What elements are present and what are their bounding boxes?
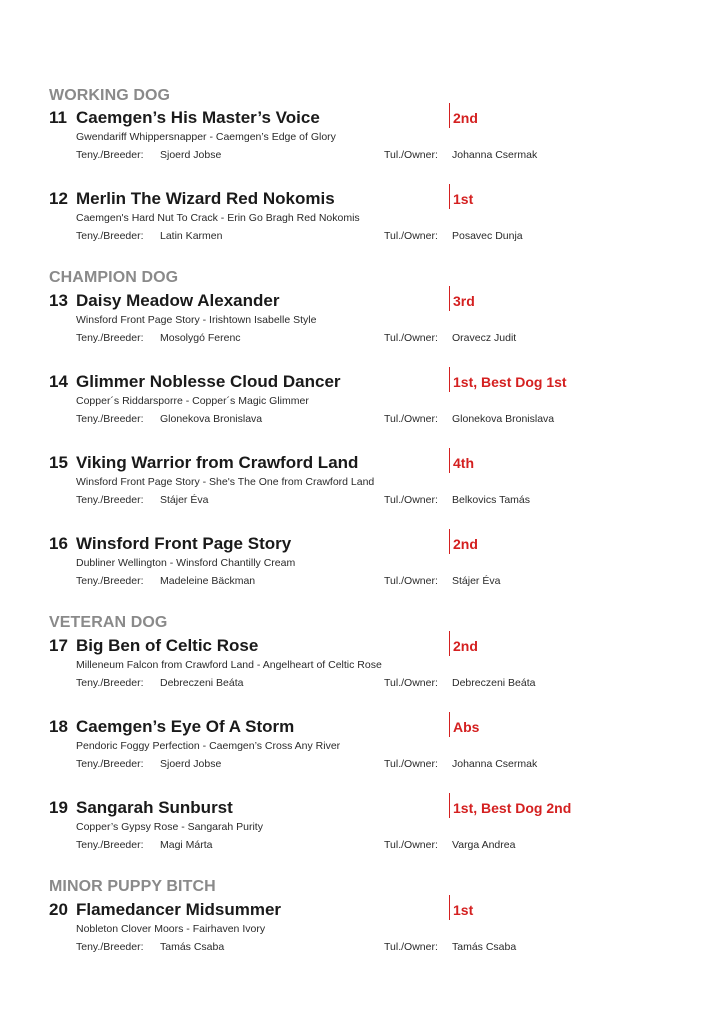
entry-15 — [0, 453, 724, 515]
owner-name: Belkovics Tamás — [452, 494, 531, 506]
dog-parents: Winsford Front Page Story - She's The One from Crawford Land — [76, 476, 375, 488]
entry-number: 20 — [49, 900, 68, 919]
result-placement: 3rd — [449, 286, 475, 311]
result-placement: Abs — [449, 712, 479, 737]
owner-label: Tul./Owner: — [384, 758, 438, 770]
dog-name: Caemgen’s His Master’s Voice — [76, 108, 320, 127]
dog-parents: Gwendariff Whippersnapper - Caemgen’s Edge of Glory — [76, 131, 336, 143]
breeder-name: Glonekova Bronislava — [160, 413, 263, 425]
entry-20 — [0, 900, 724, 962]
dog-parents: Caemgen's Hard Nut To Crack - Erin Go Bragh Red Nokomis — [76, 212, 360, 224]
breeder-name: Sjoerd Jobse — [160, 149, 222, 161]
entry-number: 16 — [49, 534, 68, 553]
entry-14 — [0, 372, 724, 434]
owner-name: Debreczeni Beáta — [452, 677, 536, 689]
dog-name: Glimmer Noblesse Cloud Dancer — [76, 372, 341, 391]
dog-name: Flamedancer Midsummer — [76, 900, 282, 919]
breeder-label: Teny./Breeder: — [76, 413, 144, 425]
owner-label: Tul./Owner: — [384, 413, 438, 425]
dog-parents: Milleneum Falcon from Crawford Land - Angelheart of Celtic Rose — [76, 659, 382, 671]
owner-name: Posavec Dunja — [452, 230, 523, 242]
dog-name: Daisy Meadow Alexander — [76, 291, 280, 310]
breeder-label: Teny./Breeder: — [76, 758, 144, 770]
owner-name: Tamás Csaba — [452, 941, 517, 953]
breeder-label: Teny./Breeder: — [76, 677, 144, 689]
breeder-label: Teny./Breeder: — [76, 839, 144, 851]
breeder-label: Teny./Breeder: — [76, 494, 144, 506]
owner-label: Tul./Owner: — [384, 677, 438, 689]
owner-label: Tul./Owner: — [384, 839, 438, 851]
dog-name: Viking Warrior from Crawford Land — [76, 453, 359, 472]
section-title-minor-puppy-bitch: MINOR PUPPY BITCH — [49, 878, 216, 895]
owner-name: Johanna Csermak — [452, 758, 538, 770]
entry-number: 13 — [49, 291, 68, 310]
breeder-name: Latin Karmen — [160, 230, 223, 242]
breeder-label: Teny./Breeder: — [76, 332, 144, 344]
result-placement: 2nd — [449, 103, 478, 128]
entry-19 — [0, 798, 724, 860]
owner-name: Varga Andrea — [452, 839, 516, 851]
dog-name: Big Ben of Celtic Rose — [76, 636, 259, 655]
entry-number: 19 — [49, 798, 68, 817]
entry-number: 18 — [49, 717, 68, 736]
breeder-name: Mosolygó Ferenc — [160, 332, 241, 344]
breeder-name: Stájer Éva — [160, 494, 209, 506]
entry-12 — [0, 189, 724, 251]
breeder-name: Debreczeni Beáta — [160, 677, 244, 689]
entry-number: 11 — [49, 108, 67, 127]
entry-number: 12 — [49, 189, 68, 208]
result-placement: 2nd — [449, 631, 478, 656]
section-title-champion-dog: CHAMPION DOG — [49, 269, 179, 286]
entry-18 — [0, 717, 724, 779]
dog-parents: Winsford Front Page Story - Irishtown Isabelle Style — [76, 314, 317, 326]
owner-name: Stájer Éva — [452, 575, 501, 587]
breeder-name: Madeleine Bäckman — [160, 575, 256, 587]
owner-label: Tul./Owner: — [384, 575, 438, 587]
result-placement: 1st — [449, 184, 473, 209]
owner-label: Tul./Owner: — [384, 230, 438, 242]
breeder-name: Tamás Csaba — [160, 941, 225, 953]
section-title-working-dog: WORKING DOG — [49, 87, 171, 104]
breeder-label: Teny./Breeder: — [76, 230, 144, 242]
breeder-label: Teny./Breeder: — [76, 149, 144, 161]
dog-parents: Dubliner Wellington - Winsford Chantilly Cream — [76, 557, 296, 569]
dog-name: Winsford Front Page Story — [76, 534, 292, 553]
entry-16 — [0, 534, 724, 596]
result-placement: 4th — [449, 448, 474, 473]
entry-17 — [0, 636, 724, 698]
breeder-name: Magi Márta — [160, 839, 213, 851]
dog-parents: Copper’s Gypsy Rose - Sangarah Purity — [76, 821, 263, 833]
owner-label: Tul./Owner: — [384, 149, 438, 161]
section-title-veteran-dog: VETERAN DOG — [49, 614, 168, 631]
owner-label: Tul./Owner: — [384, 332, 438, 344]
dog-parents: Copper´s Riddarsporre - Copper´s Magic Glimmer — [76, 395, 309, 407]
dog-name: Sangarah Sunburst — [76, 798, 233, 817]
breeder-label: Teny./Breeder: — [76, 575, 144, 587]
result-placement: 1st, Best Dog 2nd — [449, 793, 571, 818]
entry-number: 15 — [49, 453, 68, 472]
owner-name: Glonekova Bronislava — [452, 413, 555, 425]
result-placement: 1st — [449, 895, 473, 920]
breeder-label: Teny./Breeder: — [76, 941, 144, 953]
result-placement: 1st, Best Dog 1st — [449, 367, 567, 392]
breeder-name: Sjoerd Jobse — [160, 758, 222, 770]
entry-11 — [0, 108, 724, 170]
owner-name: Oravecz Judit — [452, 332, 517, 344]
owner-label: Tul./Owner: — [384, 494, 438, 506]
entry-13 — [0, 291, 724, 353]
owner-name: Johanna Csermak — [452, 149, 538, 161]
entry-number: 14 — [49, 372, 68, 391]
entry-number: 17 — [49, 636, 68, 655]
dog-name: Caemgen’s Eye Of A Storm — [76, 717, 295, 736]
dog-parents: Pendoric Foggy Perfection - Caemgen’s Cross Any River — [76, 740, 341, 752]
owner-label: Tul./Owner: — [384, 941, 438, 953]
dog-parents: Nobleton Clover Moors - Fairhaven Ivory — [76, 923, 266, 935]
dog-name: Merlin The Wizard Red Nokomis — [76, 189, 335, 208]
result-placement: 2nd — [449, 529, 478, 554]
